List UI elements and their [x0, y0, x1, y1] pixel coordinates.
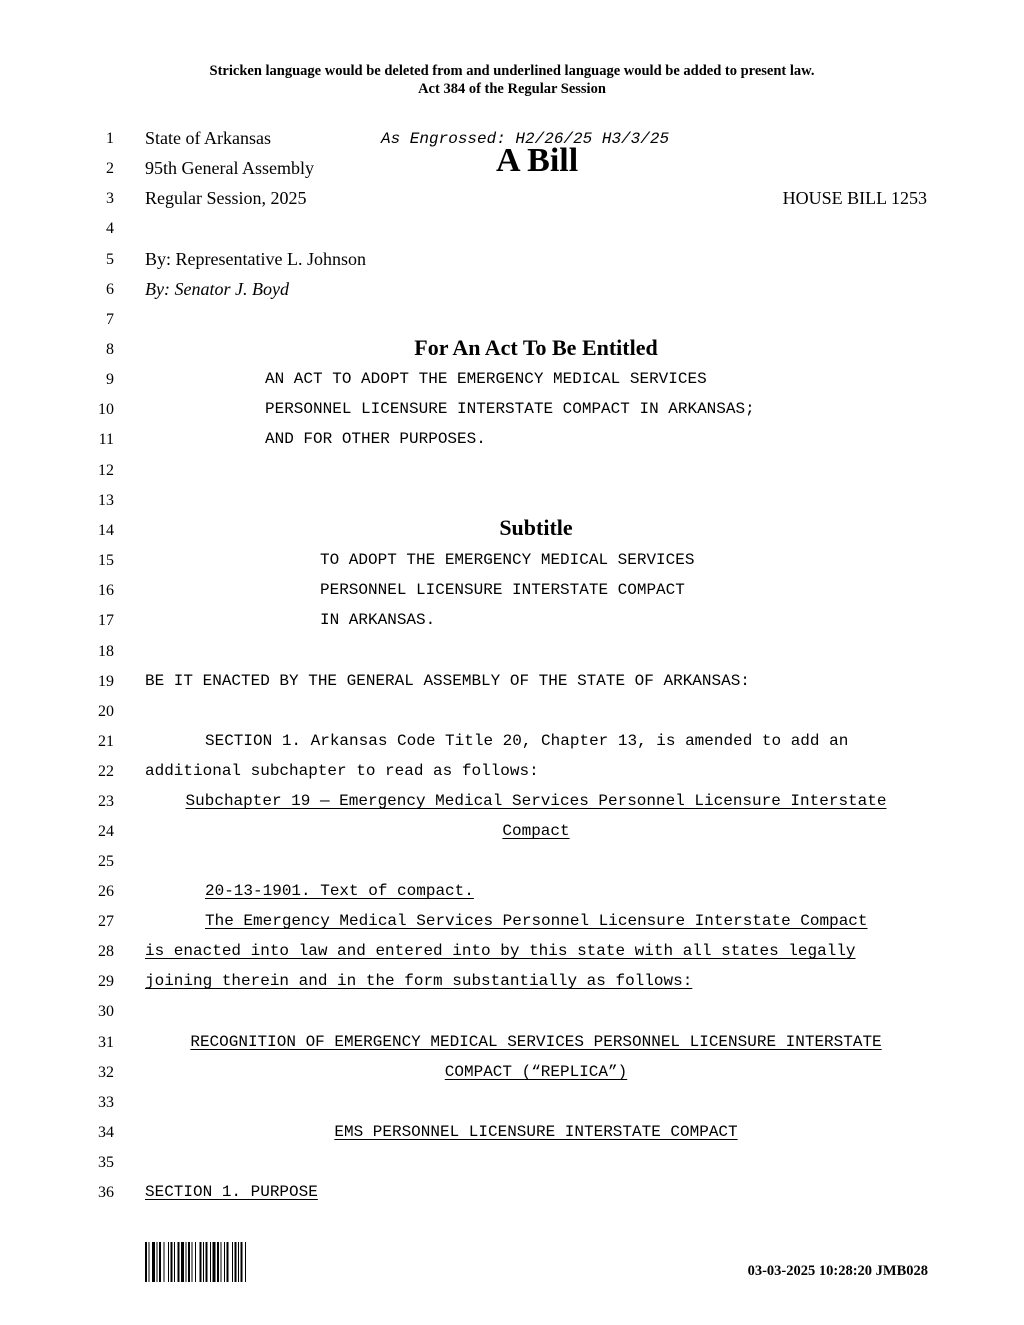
- line-number: 2: [106, 160, 114, 177]
- barcode-image: [145, 1242, 273, 1282]
- line-number: 27: [98, 913, 114, 930]
- line-number: 36: [98, 1184, 114, 1201]
- line-number: 31: [98, 1034, 114, 1051]
- line-number: 29: [98, 973, 114, 990]
- session: Regular Session, 2025: [145, 188, 307, 208]
- line-number: 7: [106, 311, 114, 328]
- engrossed-stamp: As Engrossed: H2/26/25 H3/3/25: [381, 130, 670, 148]
- line-number: 35: [98, 1154, 114, 1171]
- ems-compact-title: EMS PERSONNEL LICENSURE INTERSTATE COMPACT: [334, 1123, 738, 1141]
- title-heading: For An Act To Be Entitled: [414, 335, 658, 360]
- line-number: 19: [98, 673, 114, 690]
- line-number: 21: [98, 733, 114, 750]
- line-number: 16: [98, 582, 114, 599]
- line-number: 26: [98, 883, 114, 900]
- sponsor-representative: By: Representative L. Johnson: [145, 249, 366, 269]
- line-number: 8: [106, 341, 114, 358]
- purpose-section-heading: SECTION 1. PURPOSE: [145, 1183, 318, 1201]
- title-line-3: AND FOR OTHER PURPOSES.: [265, 430, 486, 448]
- line-number: 30: [98, 1003, 114, 1020]
- line-number: 12: [98, 462, 114, 479]
- subtitle-line-2: PERSONNEL LICENSURE INTERSTATE COMPACT: [320, 581, 685, 599]
- code-section-heading: 20-13-1901. Text of compact.: [205, 882, 474, 900]
- line-number: 17: [98, 612, 114, 629]
- recognition-title-line-2: COMPACT (“REPLICA”): [444, 1063, 628, 1081]
- subtitle-heading: Subtitle: [499, 515, 573, 540]
- line-number: 14: [98, 522, 114, 539]
- line-number: 20: [98, 703, 114, 720]
- line-number: 3: [106, 190, 114, 207]
- line-number: 22: [98, 763, 114, 780]
- title-line-1: AN ACT TO ADOPT THE EMERGENCY MEDICAL SERVICES: [265, 370, 707, 388]
- line-number: 1: [106, 130, 114, 147]
- section-1-text-line-1: SECTION 1. Arkansas Code Title 20, Chapter 13, is amended to add an: [205, 732, 849, 750]
- line-number: 13: [98, 492, 114, 509]
- strike-underline-notice: Stricken language would be deleted from and underlined language would be added to present law.: [209, 63, 815, 79]
- line-number: 6: [106, 281, 114, 298]
- line-number: 25: [98, 853, 114, 870]
- line-number: 15: [98, 552, 114, 569]
- subchapter-title-line-2: Compact: [502, 822, 570, 840]
- footer-timestamp: 03-03-2025 10:28:20 JMB028: [747, 1263, 928, 1279]
- line-number: 33: [98, 1094, 114, 1111]
- subtitle-line-1: TO ADOPT THE EMERGENCY MEDICAL SERVICES: [320, 551, 695, 569]
- subchapter-title-line-1: Subchapter 19 — Emergency Medical Services Personnel Licensure Interstate: [185, 792, 887, 810]
- line-number: 24: [98, 823, 114, 840]
- compact-text-line-1: The Emergency Medical Services Personnel Licensure Interstate Compact: [205, 912, 868, 930]
- line-number: 34: [98, 1124, 114, 1141]
- line-number: 28: [98, 943, 114, 960]
- title-line-2: PERSONNEL LICENSURE INTERSTATE COMPACT IN ARKANSAS;: [265, 400, 755, 418]
- line-number: 10: [98, 401, 114, 418]
- line-number: 32: [98, 1064, 114, 1081]
- line-number: 9: [106, 371, 114, 388]
- bill-number: HOUSE BILL 1253: [782, 188, 927, 208]
- general-assembly: 95th General Assembly: [145, 158, 314, 178]
- recognition-title-line-1: RECOGNITION OF EMERGENCY MEDICAL SERVICES PERSONNEL LICENSURE INTERSTATE: [190, 1033, 882, 1051]
- sponsor-senator: By: Senator J. Boyd: [145, 279, 289, 299]
- line-number: 11: [98, 431, 114, 448]
- line-number: 5: [106, 251, 114, 268]
- subtitle-line-3: IN ARKANSAS.: [320, 611, 436, 629]
- section-1-text-line-2: additional subchapter to read as follows:: [145, 762, 539, 780]
- enacting-clause: BE IT ENACTED BY THE GENERAL ASSEMBLY OF THE STATE OF ARKANSAS:: [145, 672, 750, 690]
- bill-label: A Bill: [496, 142, 579, 179]
- state-name: State of Arkansas: [145, 128, 271, 148]
- line-number: 18: [98, 643, 114, 660]
- header-notice: [0, 62, 1024, 98]
- compact-text-line-3: joining therein and in the form substantially as follows:: [145, 972, 693, 990]
- line-number: 4: [106, 220, 114, 237]
- act-number: Act 384 of the Regular Session: [418, 81, 606, 97]
- line-number: 23: [98, 793, 114, 810]
- compact-text-line-2: is enacted into law and entered into by this state with all states legally: [145, 942, 856, 960]
